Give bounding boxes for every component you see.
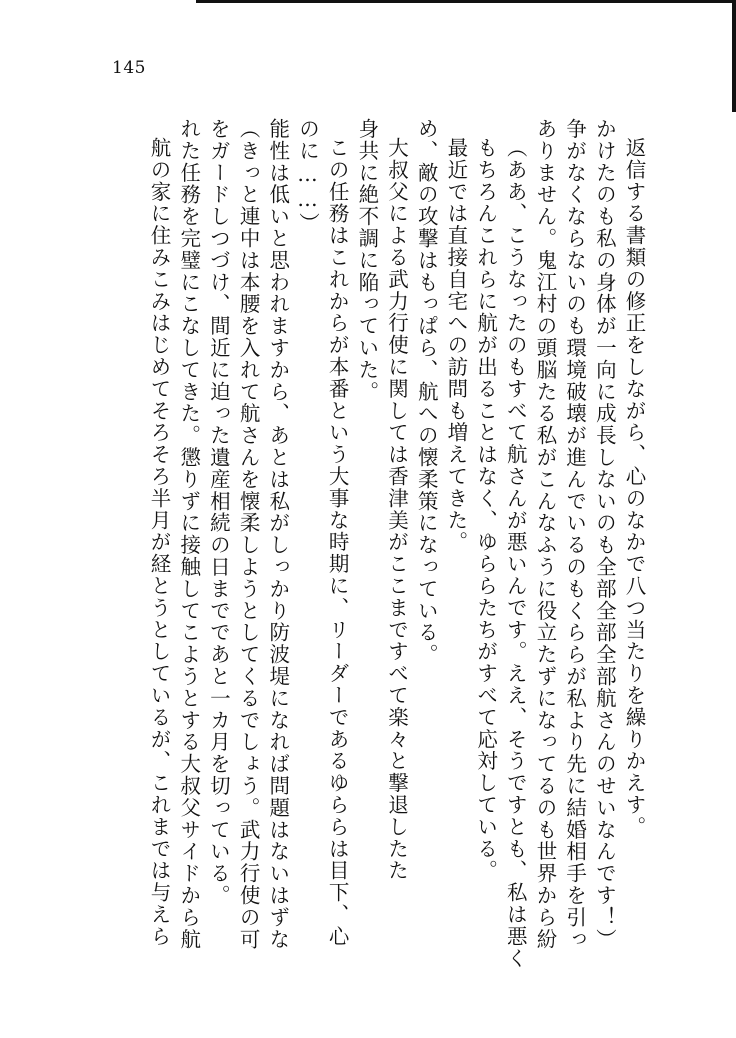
- text-line: め、敵の攻撃はもっぱら、航への懐柔策になっている。: [414, 118, 439, 666]
- text-line: 返信する書類の修正をしながら、心のなかで八つ当たりを繰りかえす。: [622, 137, 646, 838]
- text-line: れた任務を完璧にこなしてきた。懲りずに接触してこようとする大叔父サイドから航: [176, 118, 201, 951]
- text-line: 能性は低いと思われますから、あとは私がしっかり防波堤になれば問題はないはずな: [265, 118, 290, 951]
- text-line: かけたのも私の身体が一向に成長しないのも全部全部全部航さんのせいなんです！）: [592, 118, 617, 951]
- text-line: （ああ、こうなったのもすべて航さんが悪いんです。ええ、そうですとも、私は悪く: [503, 137, 528, 970]
- scan-edge-right: [732, 0, 736, 112]
- text-line: 大叔父による武力行使に関しては香津美がここまですべて楽々と撃退したた: [384, 137, 409, 882]
- text-line: 身共に絶不調に陥っていた。: [354, 118, 379, 403]
- page-number: 145: [112, 58, 146, 78]
- text-line: （きっと連中は本腰を入れて航さんを懐柔しようとしてくるでしょう。武力行使の可: [236, 118, 261, 951]
- text-line: ありません。鬼江村の頭脳たる私がこんなふうに役立たずになってるのも世界から紛: [532, 118, 557, 951]
- scan-edge-top: [196, 0, 736, 3]
- text-line: もちろんこれらに航が出ることはなく、ゆららたちがすべて応対している。: [473, 137, 498, 882]
- text-line: 最近では直接自宅への訪問も増えてきた。: [443, 137, 468, 554]
- vertical-text-block: [147, 118, 646, 970]
- text-line: 争がなくならないのも環境破壊が進んでいるのもくららが私より先に結婚相手を引っ: [562, 118, 587, 951]
- text-line: をガードしつづけ、間近に迫った遺産相続の日までであと一カ月を切っている。: [206, 118, 231, 907]
- text-line: のに……）: [295, 118, 320, 235]
- text-line: この任務はこれからが本番という大事な時期に、リーダーであるゆららは目下、心: [325, 137, 350, 948]
- text-line: 航の家に住みこみはじめてそろそろ半月が経とうとしているが、これまでは与えら: [147, 137, 171, 948]
